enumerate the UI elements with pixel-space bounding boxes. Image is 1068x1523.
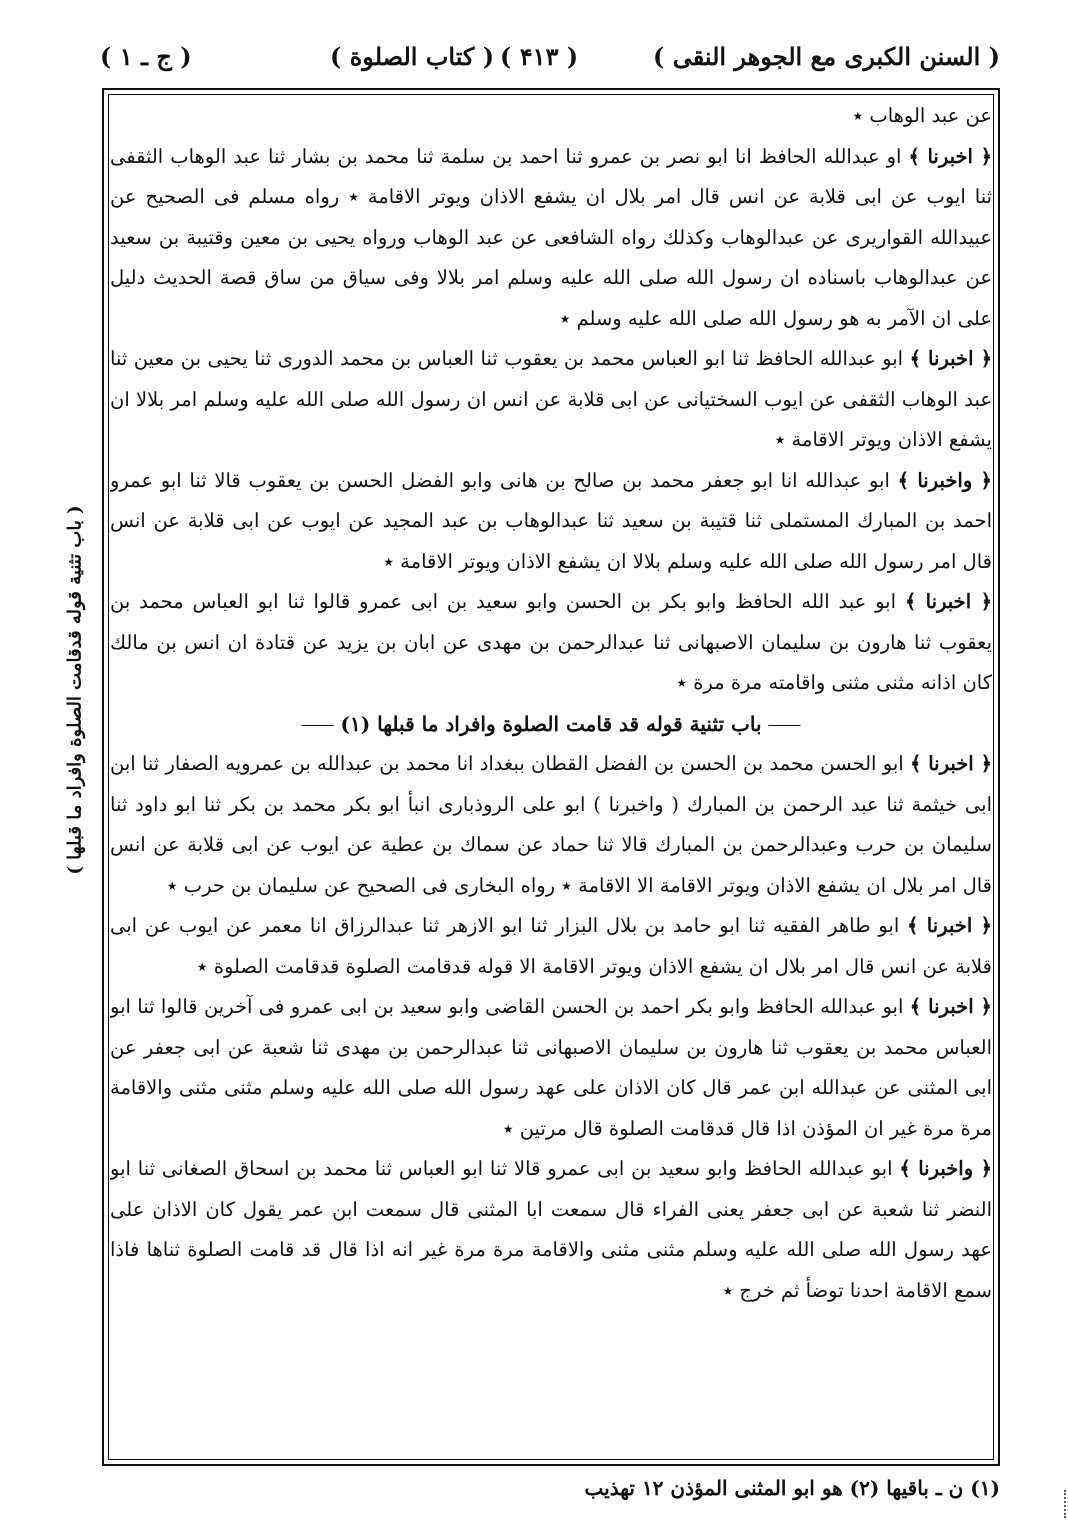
running-title: ( السنن الكبرى مع الجوهر النقى ) (652, 42, 1000, 71)
main-text (110, 96, 992, 1458)
hadith-marker: ﴿ اخبرنا ﴾ (909, 995, 992, 1018)
hadith-marker: ﴿ اخبرنا ﴾ (909, 752, 992, 775)
book-title: ( كتاب الصلوة ) (330, 42, 495, 71)
side-margin-note (52, 480, 98, 900)
side-note-text: ( باب تثنية قوله قدقامت الصلوة وافراد ما قبلها ) (64, 505, 86, 875)
hadith-marker: ﴿ واخبرنا ﴾ (899, 1157, 992, 1180)
page-number: ( ۴۱۳ ) (500, 42, 579, 71)
paragraph-text: ابو عبدالله الحافظ وابو بكر احمد بن الحسن القاضى وابو سعيد بن ابى عمرو فى آخرين قالوا ثنا ابو العباس محمد بن يعقوب ثنا هارون بن سليمان الاصبهانى ثنا عبدالرحمن بن مهدى ثنا شعبة عن ابى جعفر عن ابى المثنى عن عبدالله ابن عمر قال كان الاذان على عهد رسول الله صلى الله عليه وسلم مثنى مثنى والاقامة مرة مرة غير ان المؤذن اذا قال قدقامت الصلوة قال مرتين ٭ (110, 995, 992, 1140)
paragraph-text: ابو عبد الله الحافظ وابو بكر بن الحسن وابو سعيد بن ابى عمرو قالوا ثنا ابو العباس محمد بن يعقوب ثنا هارون بن سليمان الاصبهانى ثنا عبدالرحمن بن مهدى عن ابان بن يزيد عن قتادة ان انس بن مالك كان اذانه مثنى مثنى واقامته مرة مرة ٭ (110, 590, 992, 694)
ornament-icon: ⸺ (300, 711, 335, 736)
paragraph (110, 137, 992, 340)
page-header (100, 38, 1000, 82)
paragraph-text: او عبدالله الحافظ انا ابو نصر بن عمرو ثنا احمد بن سلمة ثنا محمد بن بشار ثنا عبد الوهاب الثقفى ثنا ايوب عن ابى قلابة عن انس قال امر بلال ان يشفع الاذان ويوتر الاقامة ٭ رواه مسلم فى الصحيح عن عبيدالله القواريرى عن عبدالوهاب وكذلك رواه الشافعى عن عبد الوهاب ورواه يحيى بن معين وقتيبة بن سعيد عن عبدالوهاب باسناده ان رسول الله صلى الله عليه وسلم امر بلالا وفى سياق من ساق قصة الحديث دليل على ان الآمر به هو رسول الله صلى الله عليه وسلم ٭ (110, 144, 992, 330)
paragraph-text: ابو عبدالله انا ابو جعفر محمد بن صالح بن هانى وابو الفضل الحسن بن يعقوب قالا ثنا ابو عمرو احمد بن المبارك المستملى ثنا قتيبة بن سعيد ثنا عبدالوهاب بن عبد المجيد عن ايوب عن ابى قلابة عن انس قال امر رسول الله صلى الله عليه وسلم بلالا ان يشفع الاذان ويوتر الاقامة ٭ (110, 468, 992, 573)
page-edge-mark (1052, 1490, 1066, 1518)
hadith-marker: ﴿ اخبرنا ﴾ (907, 914, 992, 937)
paragraph-text: ابو عبدالله الحافظ وابو سعيد بن ابى عمرو قالا ثنا ابو العباس ثنا محمد بن اسحاق الصغانى ثنا ابو النضر ثنا شعبة عن ابى جعفر يعنى الفراء قال سمعت ابا المثنى قال سمعت ابن عمر يقول كان الاذان على عهد رسول الله صلى الله عليه وسلم مثنى مثنى والاقامة مرة مرة غير انه اذا قال قد قامت الصلوة ثناها فاذا سمع الاقامة احدنا توضأ ثم خرج ٭ (110, 1157, 992, 1302)
chapter-heading-text: باب تثنية قوله قد قامت الصلوة وافراد ما قبلها (۱) (340, 711, 762, 736)
ornament-icon: ⸺ (767, 711, 802, 736)
footnote: (۱) ن ـ باقيها (۲) هو ابو المثنى المؤذن ۱۲ تهذيب (584, 1476, 1000, 1500)
chapter-heading (110, 704, 992, 745)
paragraph (110, 582, 992, 704)
paragraph-text: عن عبد الوهاب ٭ (852, 104, 992, 127)
hadith-marker: ﴿ واخبرنا ﴾ (897, 468, 992, 492)
hadith-marker: ﴿ اخبرنا ﴾ (909, 347, 992, 370)
paragraph-text: ابو الحسن محمد بن الحسن بن الفضل القطان ببغداد انا محمد بن عبدالله بن عمرويه الصفار ثنا ابن ابى خيثمة ثنا عبد الرحمن بن المبارك ( واخبرنا ) ابو على الروذبارى انبأ ابو بكر محمد بن بكر ثنا ابو داود ثنا سليمان بن حرب وعبدالرحمن بن المبارك قالا ثنا حماد عن سماك بن عطية عن ايوب عن ابى قلابة عن انس قال امر بلال ان يشفع الاذان ويوتر الاقامة الا الاقامة ٭ رواه البخارى فى الصحيح عن سليمان بن حرب ٭ (110, 752, 992, 897)
paragraph (110, 744, 992, 906)
paragraph-text: ابو طاهر الفقيه ثنا ابو حامد بن بلال البزار ثنا ابو الازهر ثنا عبدالرزاق انا معمر عن ايوب عن ابى قلابة عن انس قال امر بلال ان يشفع الاذان ويوتر الاقامة الا قوله قدقامت الصلوة قدقامت الصلوة ٭ (110, 914, 992, 978)
hadith-marker: ﴿ اخبرنا ﴾ (908, 144, 992, 168)
paragraph (110, 339, 992, 461)
paragraph (110, 1149, 992, 1311)
paragraph-text: ابو عبدالله الحافظ ثنا ابو العباس محمد بن يعقوب ثنا العباس بن محمد الدورى ثنا يحيى بن معين ثنا عبد الوهاب الثقفى عن ايوب السختيانى عن ابى قلابة عن انس ان رسول الله صلى الله عليه وسلم امر بلالا ان يشفع الاذان ويوتر الاقامة ٭ (110, 347, 992, 451)
volume-label: ( ج ـ ۱ ) (100, 42, 192, 71)
hadith-marker: ﴿ اخبرنا ﴾ (904, 590, 992, 613)
paragraph (110, 987, 992, 1149)
paragraph (110, 461, 992, 583)
paragraph (110, 906, 992, 987)
paragraph (110, 96, 992, 137)
